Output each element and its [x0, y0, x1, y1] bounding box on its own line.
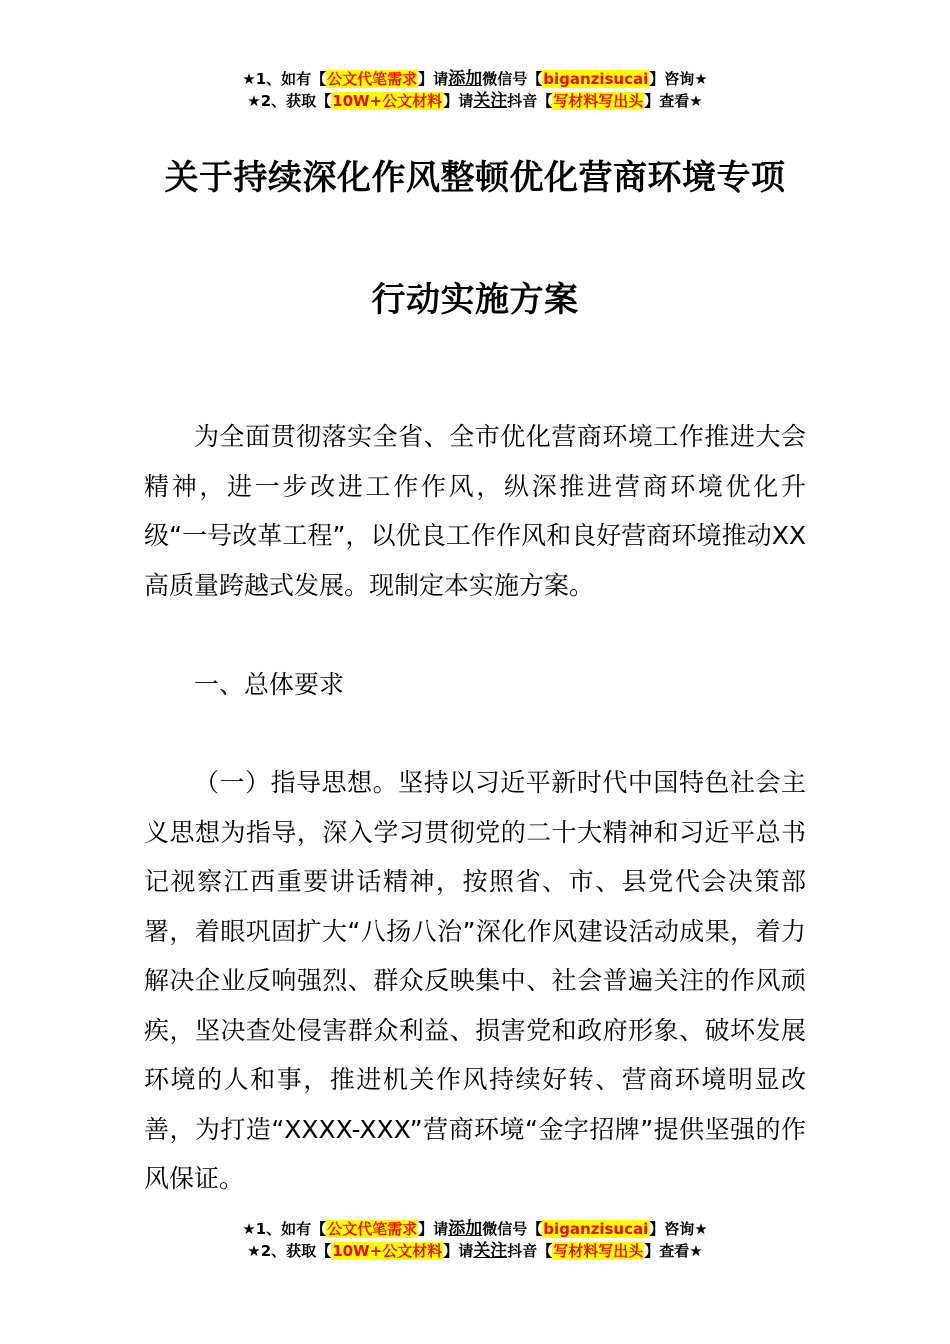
star-icon: ★ — [242, 70, 256, 88]
promo-highlight-wechat: biganzisucai — [543, 70, 649, 88]
promo-line-2 — [0, 1240, 950, 1262]
promo-highlight: 10W+公文材料 — [332, 1242, 443, 1260]
bottom-promo-banner — [0, 1218, 950, 1262]
promo-emphasis: 关注 — [473, 91, 508, 111]
document-title-line-1: 关于持续深化作风整顿优化营商环境专项 — [164, 158, 786, 198]
star-icon: ★ — [689, 92, 703, 110]
promo-highlight: 公文代笔需求 — [327, 1220, 418, 1238]
promo-text: 】请 — [418, 70, 449, 88]
star-icon: ★ — [694, 70, 708, 88]
star-icon: ★ — [247, 1242, 261, 1260]
intro-paragraph: 为全面贯彻落实全省、全市优化营商环境工作推进大会精神，进一步改进工作作风，纵深推进营商环境优化升级“一号改革工程”，以优良工作作风和良好营商环境推动XX高质量跨越式发展。现制定本实施方案。 — [144, 422, 806, 600]
section-paragraph-block — [144, 758, 806, 1204]
promo-text: 】查看 — [644, 1242, 690, 1260]
intro-paragraph-block — [144, 412, 806, 610]
promo-text: 微信号【 — [482, 70, 543, 88]
promo-text: 抖音【 — [507, 1242, 553, 1260]
section-paragraph: （一）指导思想。坚持以习近平新时代中国特色社会主义思想为指导，深入学习贯彻党的二十大精神和习近平总书记视察江西重要讲话精神，按照省、市、县党代会决策部署，着眼巩固扩大“八扬八治”深化作风建设活动成果，着力解决企业反响强烈、群众反映集中、社会普遍关注的作风顽疾，坚决查处侵害群众利益、损害党和政府形象、破坏发展环境的人和事，推进机关作风持续好转、营商环境明显改善，为打造“XXXX-XXX”营商环境“金字招牌”提供坚强的作风保证。 — [144, 768, 806, 1193]
promo-text: 】咨询 — [649, 70, 695, 88]
promo-text: 抖音【 — [507, 92, 553, 110]
top-promo-banner — [0, 68, 950, 112]
promo-line-1 — [0, 1218, 950, 1240]
promo-highlight-douyin: 写材料写出头 — [553, 1242, 644, 1260]
promo-highlight: 公文代笔需求 — [327, 70, 418, 88]
star-icon: ★ — [694, 1220, 708, 1238]
promo-highlight: 10W+公文材料 — [332, 92, 443, 110]
promo-highlight-douyin: 写材料写出头 — [553, 92, 644, 110]
promo-text: 2、获取【 — [260, 1242, 332, 1260]
promo-text: 】请 — [418, 1220, 449, 1238]
section-heading: 一、总体要求 — [194, 670, 345, 699]
document-title-line-2: 行动实施方案 — [371, 280, 579, 320]
promo-text: 】咨询 — [649, 1220, 695, 1238]
star-icon: ★ — [689, 1242, 703, 1260]
promo-text: 】请 — [443, 1242, 474, 1260]
promo-emphasis: 添加 — [448, 1219, 483, 1239]
star-icon: ★ — [242, 1220, 256, 1238]
promo-text: 】查看 — [644, 92, 690, 110]
promo-text: 微信号【 — [482, 1220, 543, 1238]
promo-line-1 — [0, 68, 950, 90]
star-icon: ★ — [247, 92, 261, 110]
promo-highlight-wechat: biganzisucai — [543, 1220, 649, 1238]
promo-text: 2、获取【 — [260, 92, 332, 110]
promo-text: 1、如有【 — [255, 70, 327, 88]
promo-text: 】请 — [443, 92, 474, 110]
promo-emphasis: 添加 — [448, 69, 483, 89]
promo-line-2 — [0, 90, 950, 112]
promo-text: 1、如有【 — [255, 1220, 327, 1238]
promo-emphasis: 关注 — [473, 1241, 508, 1261]
section-heading-block — [144, 660, 806, 710]
